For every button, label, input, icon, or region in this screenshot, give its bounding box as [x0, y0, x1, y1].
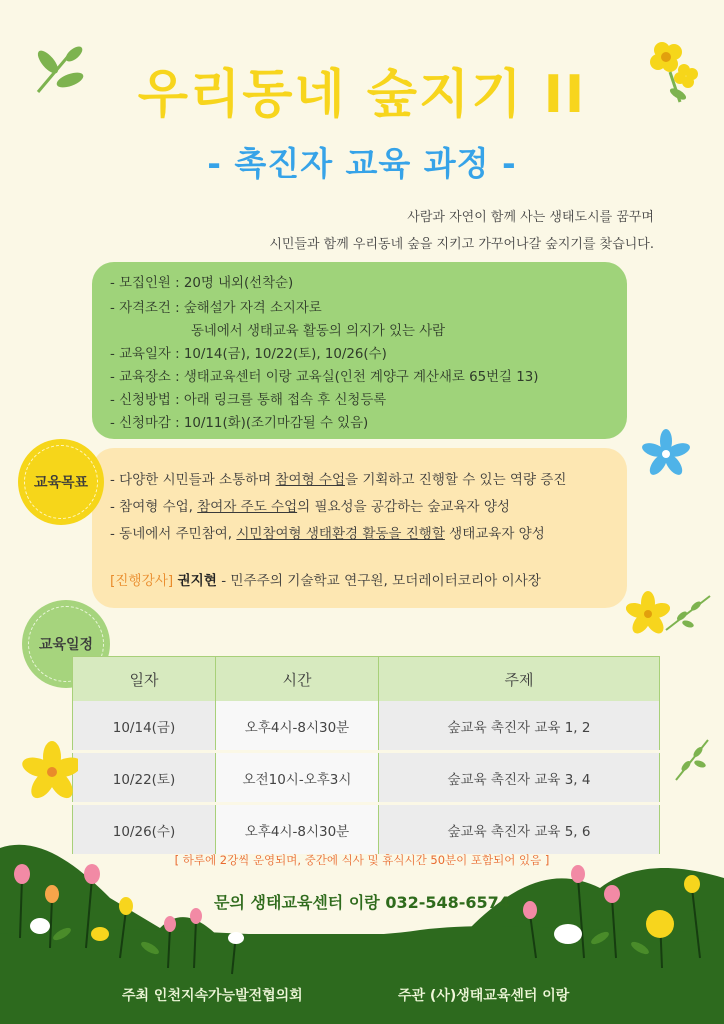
table-cell: 숲교육 촉진자 교육 1, 2: [379, 701, 660, 752]
table-cell: 숲교육 촉진자 교육 3, 4: [379, 752, 660, 804]
yellow-flower-icon: [626, 590, 716, 650]
blue-flower-icon: [640, 428, 692, 480]
schedule-table: [72, 656, 660, 857]
goal-item: - 다양한 시민들과 소통하며 참여형 수업을 기획하고 진행할 수 있는 역량 증진: [110, 472, 567, 488]
intro-line-1: 사람과 자연이 함께 사는 생태도시를 꿈꾸며: [407, 210, 654, 225]
recruit-item: - 자격조건 : 숲해설가 자격 소지자로: [110, 301, 322, 316]
footer-host: 주최 인천지속가능발전협의회: [122, 988, 303, 1004]
column-header: 일자: [73, 657, 216, 702]
contact-line: 문의 생태교육센터 이랑 032-548-6574: [214, 893, 510, 912]
table-cell: 오전10시-오후3시: [216, 752, 379, 804]
goal-item: - 참여형 수업, 참여자 주도 수업의 필요성을 공감하는 숲교육자 양성: [110, 499, 510, 515]
recruit-item: - 교육장소 : 생태교육센터 이랑 교육실(인천 계양구 계산새로 65번길 13): [110, 370, 539, 385]
recruit-item: - 신청마감 : 10/11(화)(조기마감될 수 있음): [110, 416, 369, 431]
table-header-row: [73, 657, 660, 702]
schedule-badge-label: 교육일정: [38, 637, 94, 653]
table-cell: 10/22(토): [73, 752, 216, 804]
recruit-item: - 모집인원 : 20명 내외(선착순): [110, 276, 294, 291]
column-header: 시간: [216, 657, 379, 702]
table-cell: 10/26(수): [73, 804, 216, 856]
recruit-item: - 신청방법 : 아래 링크를 통해 접속 후 신청등록: [110, 393, 387, 408]
instructor-line: [진행강사] 권지현 - 민주주의 기술학교 연구원, 모더레이터코리아 이사장: [110, 573, 541, 589]
leaf-sprig-icon: [670, 736, 714, 784]
poster-title: 우리동네 숲지기 II: [137, 65, 587, 125]
column-header: 주제: [379, 657, 660, 702]
footer-organizer: 주관 (사)생태교육센터 이랑: [398, 988, 570, 1004]
goal-badge: [18, 439, 104, 525]
table-row: [73, 701, 660, 752]
table-cell: 숲교육 촉진자 교육 5, 6: [379, 804, 660, 856]
yellow-flower-icon: [18, 738, 78, 808]
goal-badge-label: 교육목표: [33, 475, 89, 491]
goal-item: - 동네에서 주민참여, 시민참여형 생태환경 활동을 진행할 생태교육자 양성: [110, 526, 545, 542]
table-cell: 오후4시-8시30분: [216, 701, 379, 752]
table-row: [73, 752, 660, 804]
poster-subtitle: - 촉진자 교육 과정 -: [207, 144, 517, 183]
intro-line-2: 시민들과 함께 우리동네 숲을 지키고 가꾸어나갈 숲지기를 찾습니다.: [269, 237, 654, 252]
schedule-note: [ 하루에 2강씩 운영되며, 중간에 식사 및 휴식시간 50분이 포함되어 있음 ]: [174, 853, 550, 867]
recruit-item: - 교육일자 : 10/14(금), 10/22(토), 10/26(수): [110, 347, 387, 362]
table-cell: 10/14(금): [73, 701, 216, 752]
table-cell: 오후4시-8시30분: [216, 804, 379, 856]
recruit-item: 동네에서 생태교육 활동의 의지가 있는 사람: [191, 324, 446, 339]
